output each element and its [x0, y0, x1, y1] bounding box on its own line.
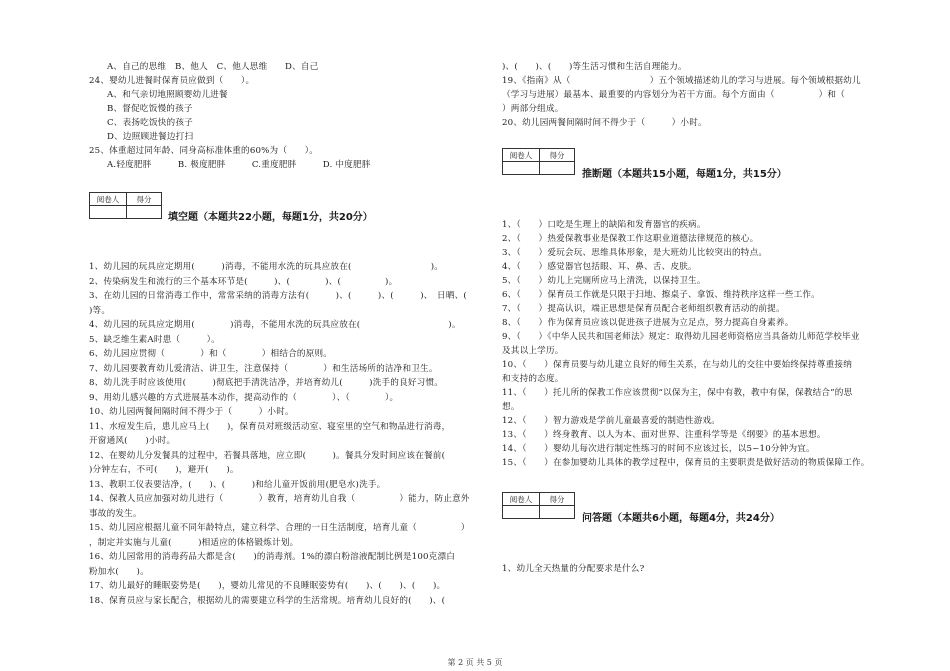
fill-line: 14、保教人员应加强对幼儿进行（ ）教育，培育幼儿自我（ ）能力，防止意外	[89, 494, 470, 504]
reviewer-label: 阅卷人	[503, 149, 540, 162]
judge-line: 和支持的态度。	[502, 374, 564, 384]
judge-line: 12、（ ）智力游戏是学前儿童最喜爱的制造性游戏。	[502, 416, 721, 426]
section-title-qa: 问答题（本题共6小题，每题4分，共24分）	[582, 513, 780, 524]
judge-line: 10、（ ）保育员要与幼儿建立良好的师生关系，在与幼儿的交往中要始终保持尊重接纳	[502, 360, 852, 370]
score-box	[502, 148, 575, 175]
fill-line: ）两部分组成。	[502, 104, 564, 114]
judge-line: 4、（ ）感觉器官包括眼、耳、鼻、舌、皮肤。	[502, 262, 697, 272]
fill-line: 19、《指南》从（ ）五个领域描述幼儿的学习与进展。每个领域根据幼儿	[502, 76, 861, 86]
fill-line: 开窗通风( )小时。	[89, 436, 176, 446]
score-box	[502, 492, 575, 519]
fill-line: 4、幼儿园的玩具应定期用( )消毒，不能用水洗的玩具应放在( )。	[89, 320, 461, 330]
score-label: 得分	[540, 149, 575, 162]
judge-line: 6、（ ）保育员工作就是只限于扫地、擦桌子、拿饭、维持秩序这样一些工作。	[502, 290, 820, 300]
judge-line: 15、（ ）在参加婴幼儿具体的教学过程中，保育员的主要职责是做好活动的物质保障工作。	[502, 458, 870, 468]
fill-line: 16、幼儿园常用的消毒药品大都是含( )的消毒剂。1%的漂白粉溶液配制比例是100克漂白	[89, 552, 456, 562]
fill-line: 18、保育员应与家长配合，根据幼儿的需要建立科学的生活常规。培育幼儿良好的( )、(	[89, 596, 446, 606]
judge-line: 5、（ ）幼儿上完厕所应马上清洗，以保持卫生。	[502, 276, 706, 286]
fill-line: 5、缺乏维生素A时患（ ）。	[89, 335, 220, 345]
fill-line: 2、传染病发生和流行的三个基本环节是( )、( )、( )。	[89, 277, 398, 287]
fill-line: 事故的发生。	[89, 509, 142, 519]
fill-line: 1、幼儿园的玩具应定期用( )消毒，不能用水洗的玩具应放在( )。	[89, 262, 444, 272]
reviewer-label: 阅卷人	[90, 193, 127, 206]
judge-line: 2、（ ）热爱保教事业是保教工作这职业道德法律规范的核心。	[502, 234, 759, 244]
choice-line: A、自己的思维 B、他人 C、他人思维 D、自己	[107, 62, 319, 72]
reviewer-cell	[503, 506, 540, 519]
choice-option: B、督促吃饭慢的孩子	[107, 104, 193, 114]
score-label: 得分	[540, 493, 575, 506]
fill-line: ，制定并实施与儿童( )相适应的体格锻炼计划。	[89, 538, 299, 548]
choice-option: A.轻度肥胖 B. 极度肥胖 C.重度肥胖 D. 中度肥胖	[107, 160, 371, 170]
fill-line: 3、在幼儿园的日常消毒工作中，常常采纳的消毒方法有( )、( )、( )、 日晒、(	[89, 291, 485, 301]
judge-line: 9、（ ）《中华人民共和国老师法》规定：取得幼儿园老师资格应当具备幼儿师范学校毕业	[502, 332, 860, 342]
choice-option: D、边照顾进餐边打扫	[107, 132, 194, 142]
section-title-fill-in: 填空题（本题共22小题，每题1分，共20分）	[168, 212, 373, 223]
fill-line: 15、幼儿园应根据儿童不同年龄特点，建立科学、合理的一日生活制度，培育儿童（ ）	[89, 523, 470, 533]
judge-line: 7、（ ）提高认识，端正思想是保育员配合老师组织教育活动的前提。	[502, 304, 785, 314]
fill-line: 11、水痘发生后，患儿应马上( )，保育员对班级活动室、寝室里的空气和物品进行消毒，	[89, 422, 451, 432]
fill-line: 10、幼儿园两餐间隔时间不得少于（ ）小时。	[89, 407, 294, 417]
judge-line: 13、（ ）终身教育、以人为本、面对世界、注重科学等是《纲要》的基本思想。	[502, 430, 826, 440]
choice-option: A、和气亲切地照顾婴幼儿进餐	[107, 90, 228, 100]
score-cell	[127, 206, 162, 219]
reviewer-cell	[90, 206, 127, 219]
section-title-judgement: 推断题（本题共15小题，每题1分，共15分）	[582, 169, 787, 180]
score-cell	[540, 162, 575, 175]
fill-line: )等。	[89, 306, 111, 316]
fill-line: )、( )、( )等生活习惯和生活自理能力。	[502, 62, 687, 72]
choice-question: 24、婴幼儿进餐时保育员应做到（ ）。	[89, 76, 255, 86]
judge-line: 8、（ ）作为保育员应该以促进孩子进展为立足点，努力提高自身素养。	[502, 318, 794, 328]
fill-line: 8、幼儿洗手时应该使用( )彻底把手清洗洁净，并培育幼儿( )洗手的良好习惯。	[89, 378, 444, 388]
fill-line: 6、幼儿园应贯彻（ ）和（ ）相结合的原则。	[89, 349, 333, 359]
page-footer: 第 2 页 共 5 页	[447, 658, 503, 667]
fill-line: 17、幼儿最好的睡眠姿势是( )，婴幼儿常见的不良睡眠姿势有( )、( )、( )。	[89, 581, 446, 591]
judge-line: 3、（ ）爱玩会玩、思维具体形象，是大班幼儿比较突出的特点。	[502, 248, 768, 258]
judge-line: 1、（ ）口吃是生理上的缺陷和发育器官的疾病。	[502, 220, 706, 230]
choice-question: 25、体重超过同年龄、同身高标准体重的60%为（ ）。	[89, 146, 318, 156]
fill-line: 9、用幼儿感兴趣的方式进展基本动作，提高动作的（ ）、（ ）。	[89, 393, 399, 403]
fill-line: 13、教职工仪表要洁净，( )、( )和给儿童开饭前用(肥皂水)洗手。	[89, 480, 386, 490]
reviewer-cell	[503, 162, 540, 175]
fill-line: 粉加水( )。	[89, 567, 149, 577]
fill-line: 12、在婴幼儿分发餐具的过程中，若餐具落地，应立即( )。餐具分发时间应该在餐前(	[89, 451, 463, 461]
judge-line: 11、（ ）托儿所的保教工作应该贯彻“以保为主，保中有教，教中有保，保教结合”的思	[502, 388, 853, 398]
fill-line: （学习与进展）最基本、最重要的内容划分为若干方面。每个方面由（ ）和（	[502, 90, 845, 100]
fill-line: 7、幼儿园要教育幼儿爱清洁、讲卫生，注意保持（ ）和生活场所的洁净和卫生。	[89, 364, 438, 374]
score-cell	[540, 506, 575, 519]
choice-option: C、表扬吃饭快的孩子	[107, 118, 193, 128]
qa-line: 1、幼儿全天热量的分配要求是什么?	[502, 564, 645, 574]
judge-line: 14、（ ）婴幼儿每次进行制定性练习的时间不应该过长，以5~10分钟为宜。	[502, 444, 815, 454]
fill-line: 20、幼儿园两餐间隔时间不得少于（ ）小时。	[502, 118, 707, 128]
fill-line: )分钟左右，不可( )，避开( )。	[89, 465, 239, 475]
judge-line: 想。	[502, 402, 520, 412]
score-label: 得分	[127, 193, 162, 206]
judge-line: 及其以上学历。	[502, 346, 564, 356]
reviewer-label: 阅卷人	[503, 493, 540, 506]
score-box	[89, 192, 162, 219]
